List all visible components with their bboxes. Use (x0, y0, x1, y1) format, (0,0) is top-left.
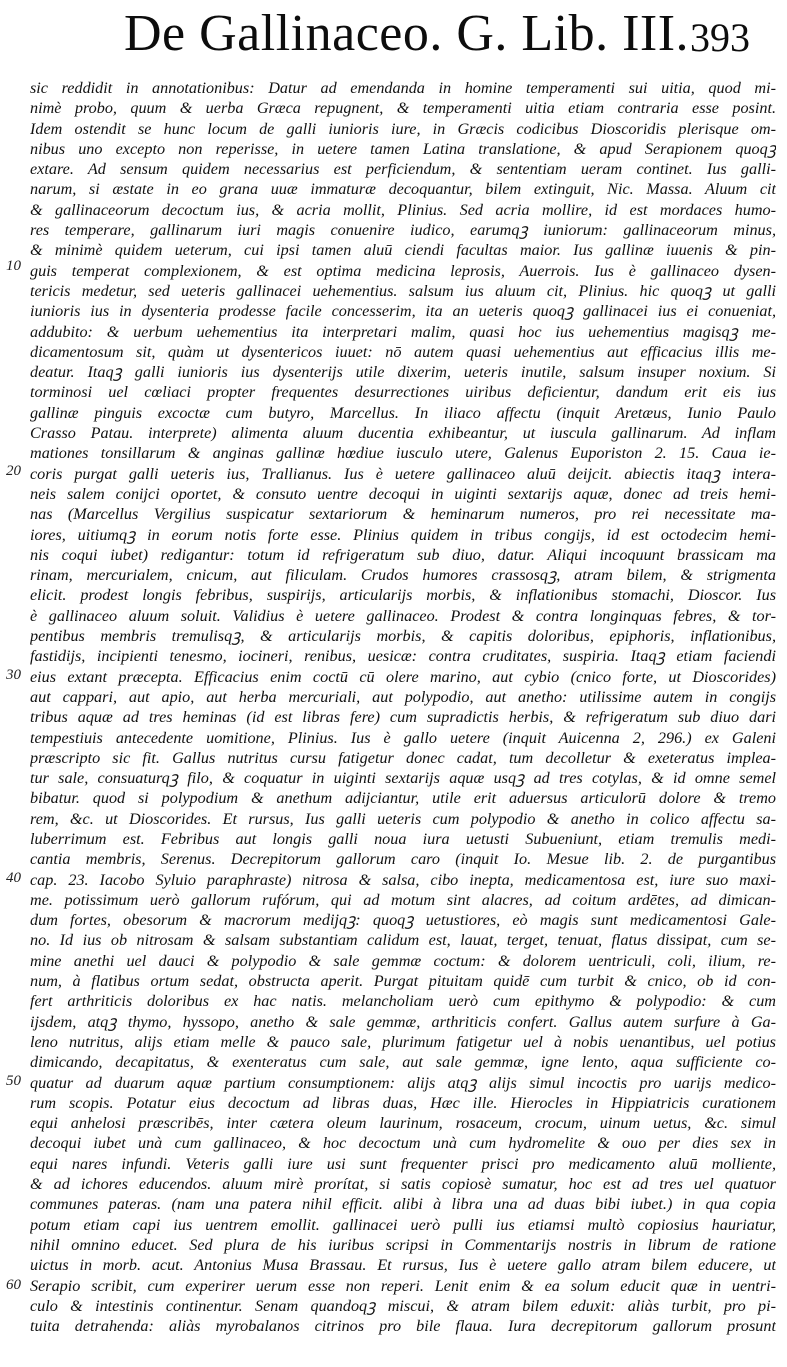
text-line: Crasso Patau. interprete) alimenta aluum ducentia exhibeantur, ut iuscula gallinarum. Ad inflam (30, 424, 776, 443)
text-line: & ad ichores educendos. aluum mirè prorítat, si satis copiosè sumatur, hoc est ad tres uel quatuor (30, 1175, 776, 1194)
text-line: me. potissimum uerò gallorum rufórum, qui ad motum sint alacres, ad coitum ardētes, ad dimican- (30, 890, 776, 909)
text-line: nimè probo, quum & uerba Græca repugnent, & temperamenti uitia etiam contraria esse posint. (30, 99, 776, 118)
text-line: deatur. Itaqꝫ galli iunioris ius dysenterijs utile dixerim, ueteris inutile, salsum insuper noxium. Si (30, 363, 776, 382)
text-line: eius extant præcepta. Efficacius enim coctū cū olere marino, aut cybio (cnico forte, ut Dioscorides) (30, 667, 776, 686)
text-line: fastidijs, incipienti tenesmo, iocineri, renibus, uesicæ: contra cruditates, suspiria. Itaqꝫ etiam faciendi (30, 647, 776, 666)
page-number: 393 (690, 15, 750, 60)
text-line: decoqui iubet unà cum gallinaceo, & hoc decoctum unà cum hydromelite & ouo per dies sex in (30, 1134, 776, 1153)
text-line: uictus in morb. acut. Antonius Musa Brassau. Et rursus, Ius è uetere gallo atram bilem educere, ut (30, 1256, 776, 1275)
line-number-20: 20 (6, 463, 21, 479)
text-line: quatur ad duarum aquæ partium consumptionem: alijs atqꝫ alijs simul incoctis pro uarijs medico- (30, 1073, 776, 1092)
text-line: tur sale, consuaturqꝫ filo, & coquatur in uiginti sextarijs aquæ usqꝫ ad tres cotylas, & id omne semel (30, 769, 776, 788)
text-line: communes pateras. (nam una patera nihil efficit. alibi à libra una ad duas bibi iubet.) in qua copia (30, 1195, 776, 1214)
text-line: neis salem conijci oportet, & consuto uentre decoqui in uiginti sextarijs aquæ, donec ad treis hemi- (30, 484, 776, 503)
text-line: guis temperat complexionem, & est optima medicina leprosis, Auerrois. Ius è gallinaceo dysen- (30, 261, 776, 280)
text-line: & minimè quidem ueterum, cui ipsi tamen aluū ciendi facultas maior. Ius gallinæ iuuenis & pin- (30, 241, 776, 260)
text-line: luberrimum est. Febribus aut longis galli noua iura uetusti Subueniunt, etiam tremulis medi- (30, 829, 776, 848)
text-line: rum scopis. Potatur eius decoctum ad libras duas, Hæc ille. Hierocles in Hippiatricis curationem (30, 1093, 776, 1112)
line-number-50: 50 (6, 1073, 21, 1089)
text-line: dicamentosum sit, quàm ut dysentericos iuuet: nō autem quasi uehementius aut efficacius illis me- (30, 342, 776, 361)
text-line: mationes tonsillarum & anginas gallinæ hœdiue iusculo utere, Galenus Euporiston 2. 15. Caua ie- (30, 444, 776, 463)
text-line: cap. 23. Iacobo Syluio paraphraste) nitrosa & salsa, cibo inepta, medicamentosa est, iure suo maxi- (30, 870, 776, 889)
text-line: dum fortes, obesorum & macrorum medijqꝫ: quoqꝫ uetustiores, eò magis sunt medicamentosi Gale- (30, 911, 776, 930)
text-line: tempestiuis antecedente uomitione, Plinius. Ius è gallo uetere (inquit Auicenna 2, 296.) ex Galeni (30, 728, 776, 747)
line-number-30: 30 (6, 667, 21, 683)
text-line: Serapio scribit, cum experirer uerum esse non reperi. Lenit enim & ea solum educit quæ in uentri- (30, 1276, 776, 1295)
text-line: tuita detrahenda: aliàs myrobalanos citrinos pro bile flaua. Iura decrepitorum gallorum prosunt (30, 1317, 776, 1336)
text-line: fert arthriticis doloribus ex hac natis. melancholiam uerò cum epithymo & polypodio: & cum (30, 992, 776, 1011)
text-line: potum etiam capi ius uentrem emollit. gallinacei uerò pulli ius etiamsi multò copiosius hauriatur, (30, 1215, 776, 1234)
text-line: aut cappari, aut apio, aut herba mercuriali, aut polypodio, aut anetho: utilissime autem in congijs (30, 687, 776, 706)
text-line: nas (Marcellus Vergilius suspicatur sextariorum & heminarum numeros, pro rei necessitate ma- (30, 505, 776, 524)
text-line: gallinæ pinguis excoctæ cum butyro, Marcellus. In iliaco affectu (inquit Aretæus, Iunio Paulo (30, 403, 776, 422)
line-number-60: 60 (6, 1277, 21, 1293)
text-line: tribus aquæ ad tres heminas (id est libras fere) cum supradictis herbis, & refrigeratum sub diuo dari (30, 708, 776, 727)
text-line: culo & intestinis continentur. Senam quandoqꝫ miscui, & atram bilem eduxit: aliàs turbit, pro pi- (30, 1296, 776, 1315)
body-text (30, 78, 776, 1336)
text-line: tericis medetur, sed ueteris gallinacei uehementius. salsum ius aluum cit, Plinius. hic quoqꝫ ut galli (30, 281, 776, 300)
text-line: coris purgat galli ueteris ius, Trallianus. Ius è uetere gallinaceo aluū deijcit. abiectis itaqꝫ intera- (30, 464, 776, 483)
text-line: & gallinaceorum decoctum ius, & acria mollit, Plinius. Sed acria mollire, id est mordaces humo- (30, 200, 776, 219)
text-line: elicit. prodest longis febribus, suspirijs, articularijs morbis, & inflationibus stomachi, Dioscor. Ius (30, 586, 776, 605)
text-line: rem, &c. ut Dioscorides. Et rursus, Ius galli ueteris cum polypodio & anetho in colico affectu sa- (30, 809, 776, 828)
text-line: sic reddidit in annotationibus: Datur ad emendanda in homine temperamenti sui uitia, quod mi- (30, 79, 776, 97)
text-line: iunioris ius in dysenteria prodesse facile concesserim, ita an ueteris quoqꝫ gallinacei ius ei conueniat, (30, 302, 776, 321)
line-number-10: 10 (6, 258, 21, 274)
text-line: ijsdem, atqꝫ thymo, hyssopo, anetho & sale gemmæ, arthriticis confert. Gallus autem surfure à Ga- (30, 1012, 776, 1031)
text-line: no. Id ius ob nitrosam & salsam substantiam calidum est, lauat, terget, tenuat, flatus dissipat, cum se- (30, 931, 776, 950)
text-line: rinam, mercurialem, cnicum, aut filiculam. Crudos humores crassosqꝫ, atram bilem, & strigmenta (30, 566, 776, 585)
text-line: leno nutritus, alijs etiam melle & pauco sale, plurimum fatigetur uel à nobis uenantibus, uel potius (30, 1032, 776, 1051)
text-line: narum, si æstate in eo grana uuæ immaturæ decoquantur, bilem extinguit, Nic. Massa. Aluum cit (30, 180, 776, 199)
text-line: nis coqui iubet) redigantur: totum id refrigeratum sub diuo, datur. Aliqui incoquunt brassicam ma (30, 545, 776, 564)
page-header (0, 0, 787, 80)
text-line: præscripto sic fit. Gallus nutritus cursu fatigetur donec cadat, tum decolletur & exeteratus implea- (30, 748, 776, 767)
text-line: res temperare, gallinarum iuri magis conuenire iudico, earumqꝫ iuniorum: gallinaceorum minus, (30, 221, 776, 240)
text-line: nibus uno excepto non reperisse, in uetere tamen Latina translatione, & apud Serapionem quoqꝫ (30, 139, 776, 158)
text-line: Idem ostendit se hunc locum de galli iunioris iure, in Græcis codicibus Dioscoridis plerisque om- (30, 119, 776, 138)
text-line: mine anethi uel dauci & polypodio & sale gemmæ coctum: & dolorem uentriculi, coli, ilium, re- (30, 951, 776, 970)
text-line: dimicando, decapitatus, & exenteratus cum sale, aut sale gemmæ, igne lento, aqua sufficiente co- (30, 1053, 776, 1072)
text-line: nihil omnino educet. Sed plura de his iuribus scripsi in Commentarijs nostris in librum de ratione (30, 1235, 776, 1254)
text-line: addubito: & uerbum uehementius ita interpretari malim, quasi hoc ius uehementius magisqꝫ me- (30, 322, 776, 341)
text-line: extare. Ad sensum quidem necessarius est perficiendum, & sententiam ueram continet. Ius galli- (30, 160, 776, 179)
text-line: cantia membris, Serenus. Decrepitorum gallorum caro (inquit Io. Mesue lib. 2. de purgantibus (30, 850, 776, 869)
line-number-40: 40 (6, 870, 21, 886)
text-line: equi nares infundi. Veteris galli iure usi sunt frequenter prisci pro medicamento aluū molliente, (30, 1154, 776, 1173)
text-line: è gallinaceo aluum soluit. Validius è uetere gallinaceo. Prodest & contra longinquas febres, & tor- (30, 606, 776, 625)
text-line: pentibus membris tremulisqꝫ, & articularijs morbis, & capitis doloribus, epiphoris, inflationibus, (30, 627, 776, 646)
text-line: equi anhelosi præscribēs, inter cætera oleum laurinum, rosaceum, crocum, uinum uetus, &c. simul (30, 1114, 776, 1133)
text-line: bibatur. quod si polypodium & anethum adijciantur, utile erit aduersus articulorū dolore & tremo (30, 789, 776, 808)
text-line: iores, uitiumqꝫ in eorum notis forte esse. Plinius quidem in tribus congijs, id est octodecim hemi- (30, 525, 776, 544)
text-line: num, à flatibus ortum sedat, obstructa aperit. Purgat pituitam quidē cum turbit & cnico, ob id con- (30, 972, 776, 991)
running-title: De Gallinaceo. G. Lib. III. (124, 5, 690, 62)
text-line: torminosi uel cœliaci propter frequentes desurrectiones uiribus deficientur, dandum erit eis ius (30, 383, 776, 402)
